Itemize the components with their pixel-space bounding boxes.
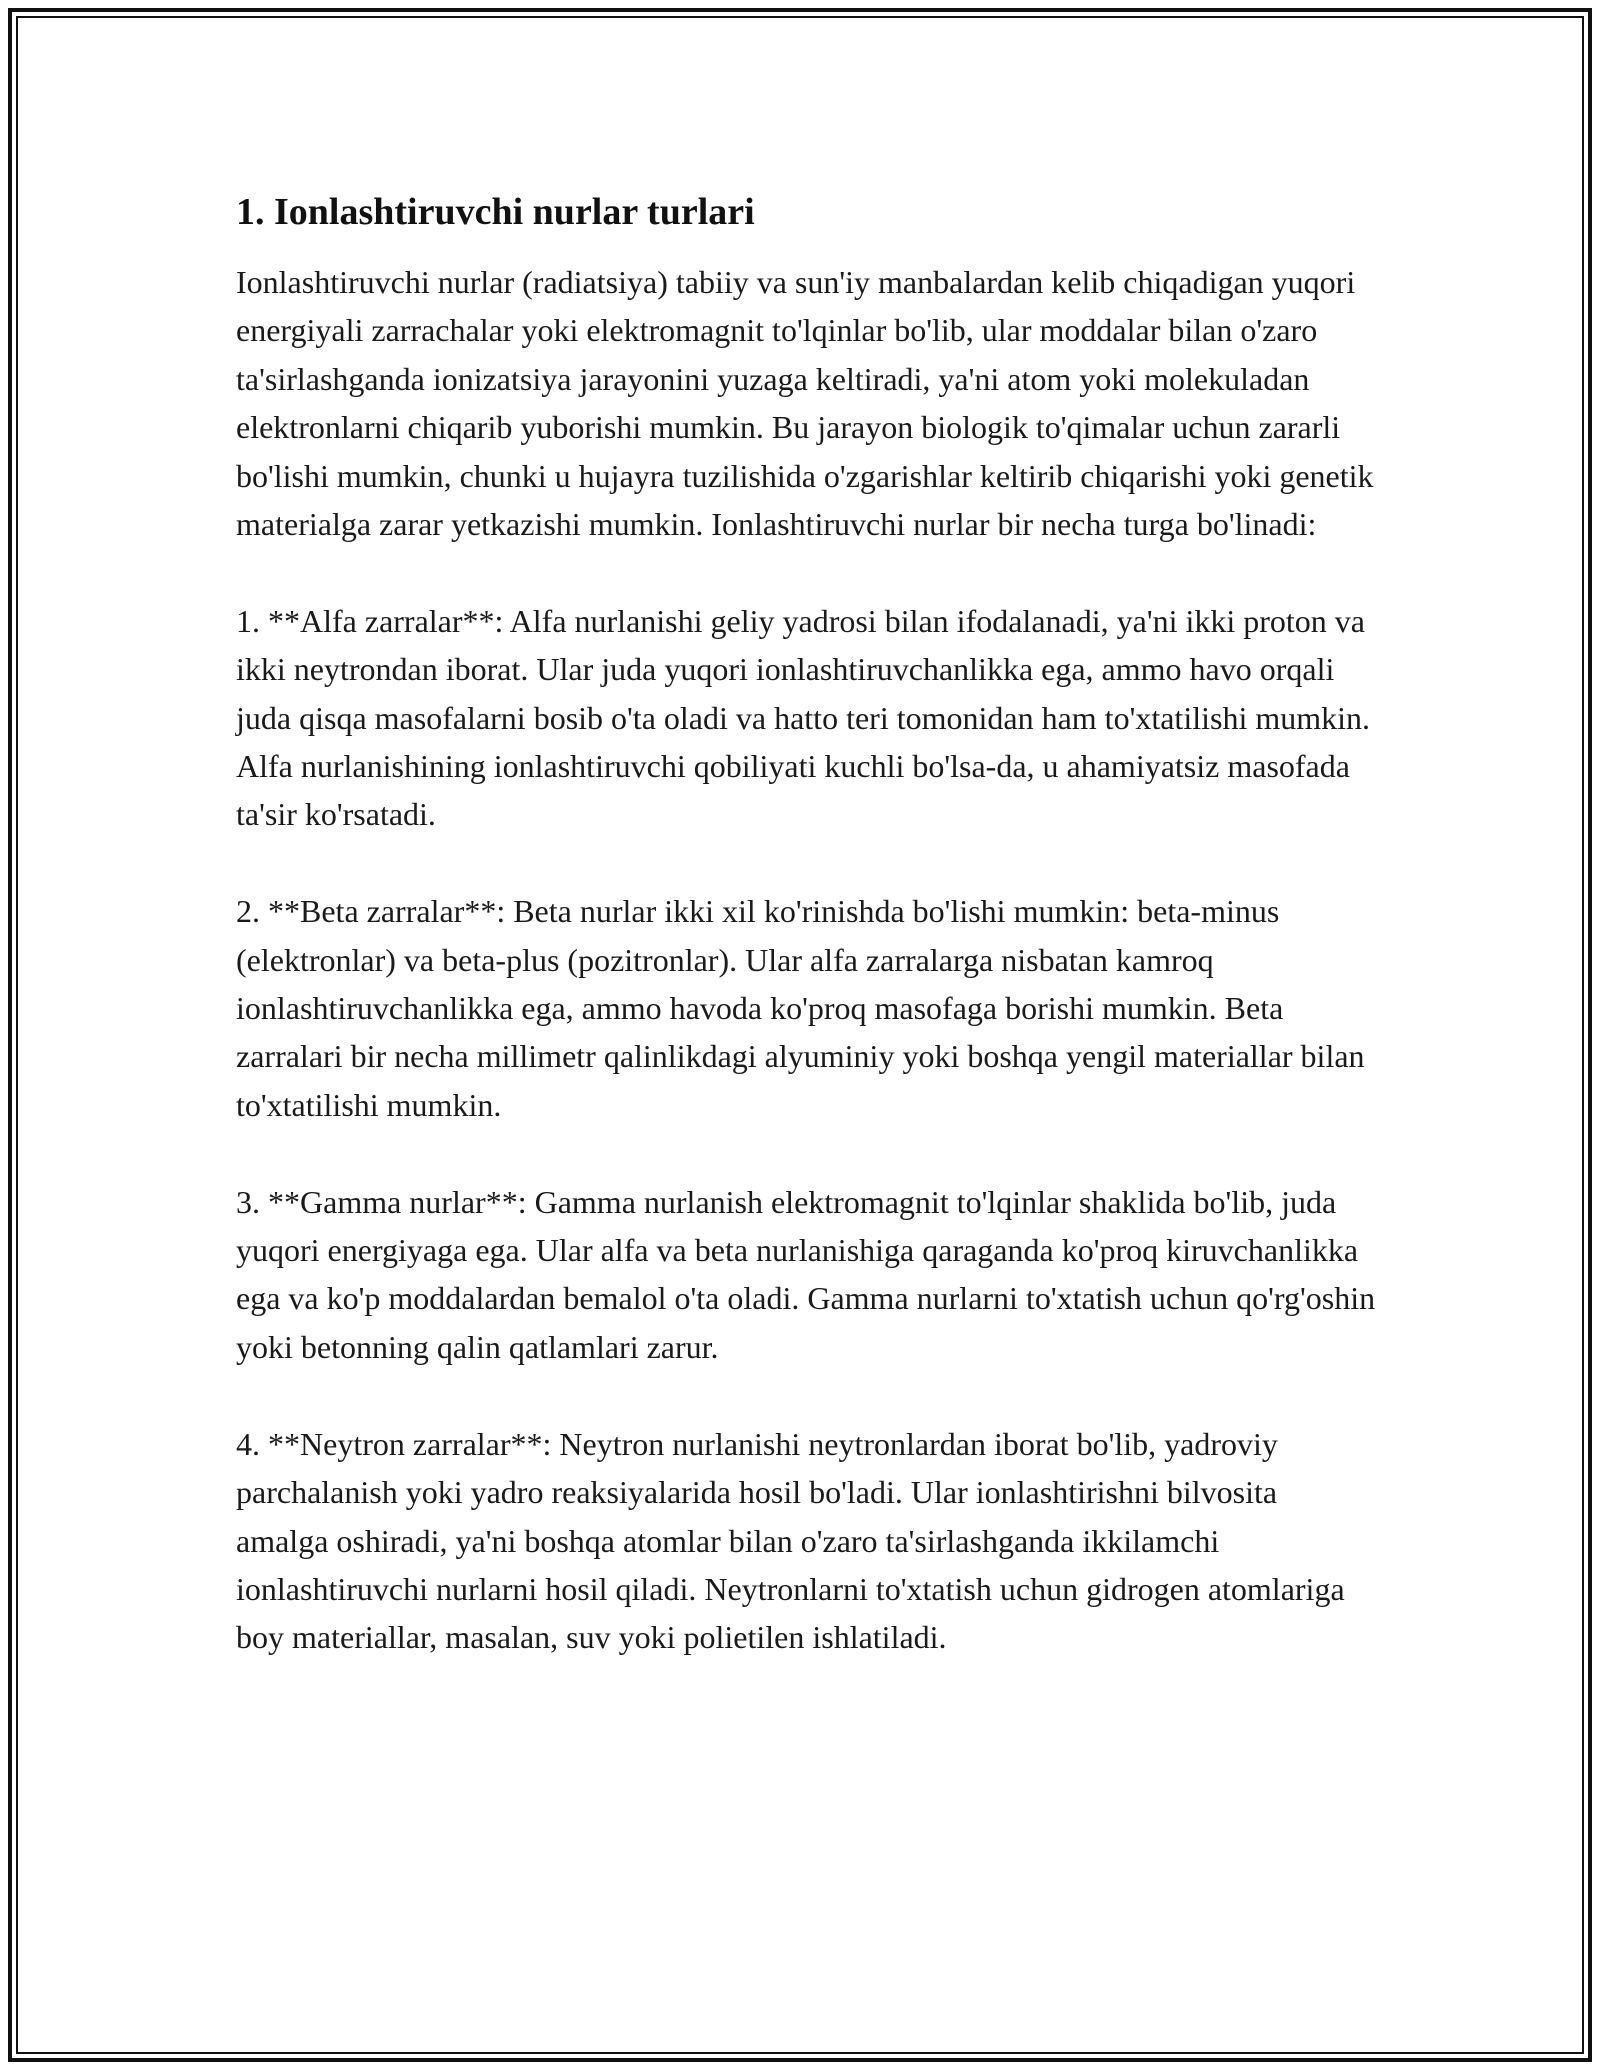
beta-particles-paragraph: 2. **Beta zarralar**: Beta nurlar ikki xil ko'rinishda bo'lishi mumkin: beta-minus (elektronlar) va beta-plus (pozitronlar). Ular alfa zarralarga nisbatan kamroq ionlashtiruvchanlikka ega, ammo havoda ko'proq masofaga borishi mumkin. Beta zarralari bir necha millimetr qalinlikdagi alyuminiy yoki boshqa yengil materiallar bilan to'xtatilishi mumkin. — [236, 893, 1365, 1123]
section-title: 1. Ionlashtiruvchi nurlar turlari — [236, 191, 755, 233]
intro-paragraph: Ionlashtiruvchi nurlar (radiatsiya) tabiiy va sun'iy manbalardan kelib chiqadigan yuqori energiyali zarrachalar yoki elektromagnit to'lqinlar bo'lib, ular moddalar bilan o'zaro ta'sirlashganda ionizatsiya jarayonini yuzaga keltiradi, ya'ni atom yoki molekuladan elektronlarni chiqarib yuborishi mumkin. Bu jarayon biologik to'qimalar uchun zararli bo'lishi mumkin, chunki u hujayra tuzilishida o'zgarishlar keltirib chiqarishi yoki genetik materialga zarar yetkazishi mumkin. Ionlashtiruvchi nurlar bir necha turga bo'linadi: — [236, 264, 1374, 543]
neutron-particles-paragraph: 4. **Neytron zarralar**: Neytron nurlanishi neytronlardan iborat bo'lib, yadroviy parchalanish yoki yadro reaksiyalarida hosil bo'ladi. Ular ionlashtirishni bilvosita amalga oshiradi, ya'ni boshqa atomlar bilan o'zaro ta'sirlashganda ikkilamchi ionlashtiruvchi nurlarni hosil qiladi. Neytronlarni to'xtatish uchun gidrogen atomlariga boy materiallar, masalan, suv yoki polietilen ishlatiladi. — [236, 1425, 1345, 1656]
gamma-rays-paragraph: 3. **Gamma nurlar**: Gamma nurlanish elektromagnit to'lqinlar shaklida bo'lib, juda yuqori energiyaga ega. Ular alfa va beta nurlanishiga qaraganda ko'proq kiruvchanlikka ega va ko'p moddalardan bemalol o'ta oladi. Gamma nurlarni to'xtatish uchun qo'rg'oshin yoki betonning qalin qatlamlari zarur. — [236, 1183, 1376, 1365]
document-body — [236, 186, 1376, 1662]
alpha-particles-paragraph: 1. **Alfa zarralar**: Alfa nurlanishi geliy yadrosi bilan ifodalanadi, ya'ni ikki proton va ikki neytrondan iborat. Ular juda yuqori ionlashtiruvchanlikka ega, ammo havo orqali juda qisqa masofalarni bosib o'ta oladi va hatto teri tomonidan ham to'xtatilishi mumkin. Alfa nurlanishining ionlashtiruvchi qobiliyati kuchli bo'lsa-da, u ahamiyatsiz masofada ta'sir ko'rsatadi. — [236, 602, 1370, 833]
